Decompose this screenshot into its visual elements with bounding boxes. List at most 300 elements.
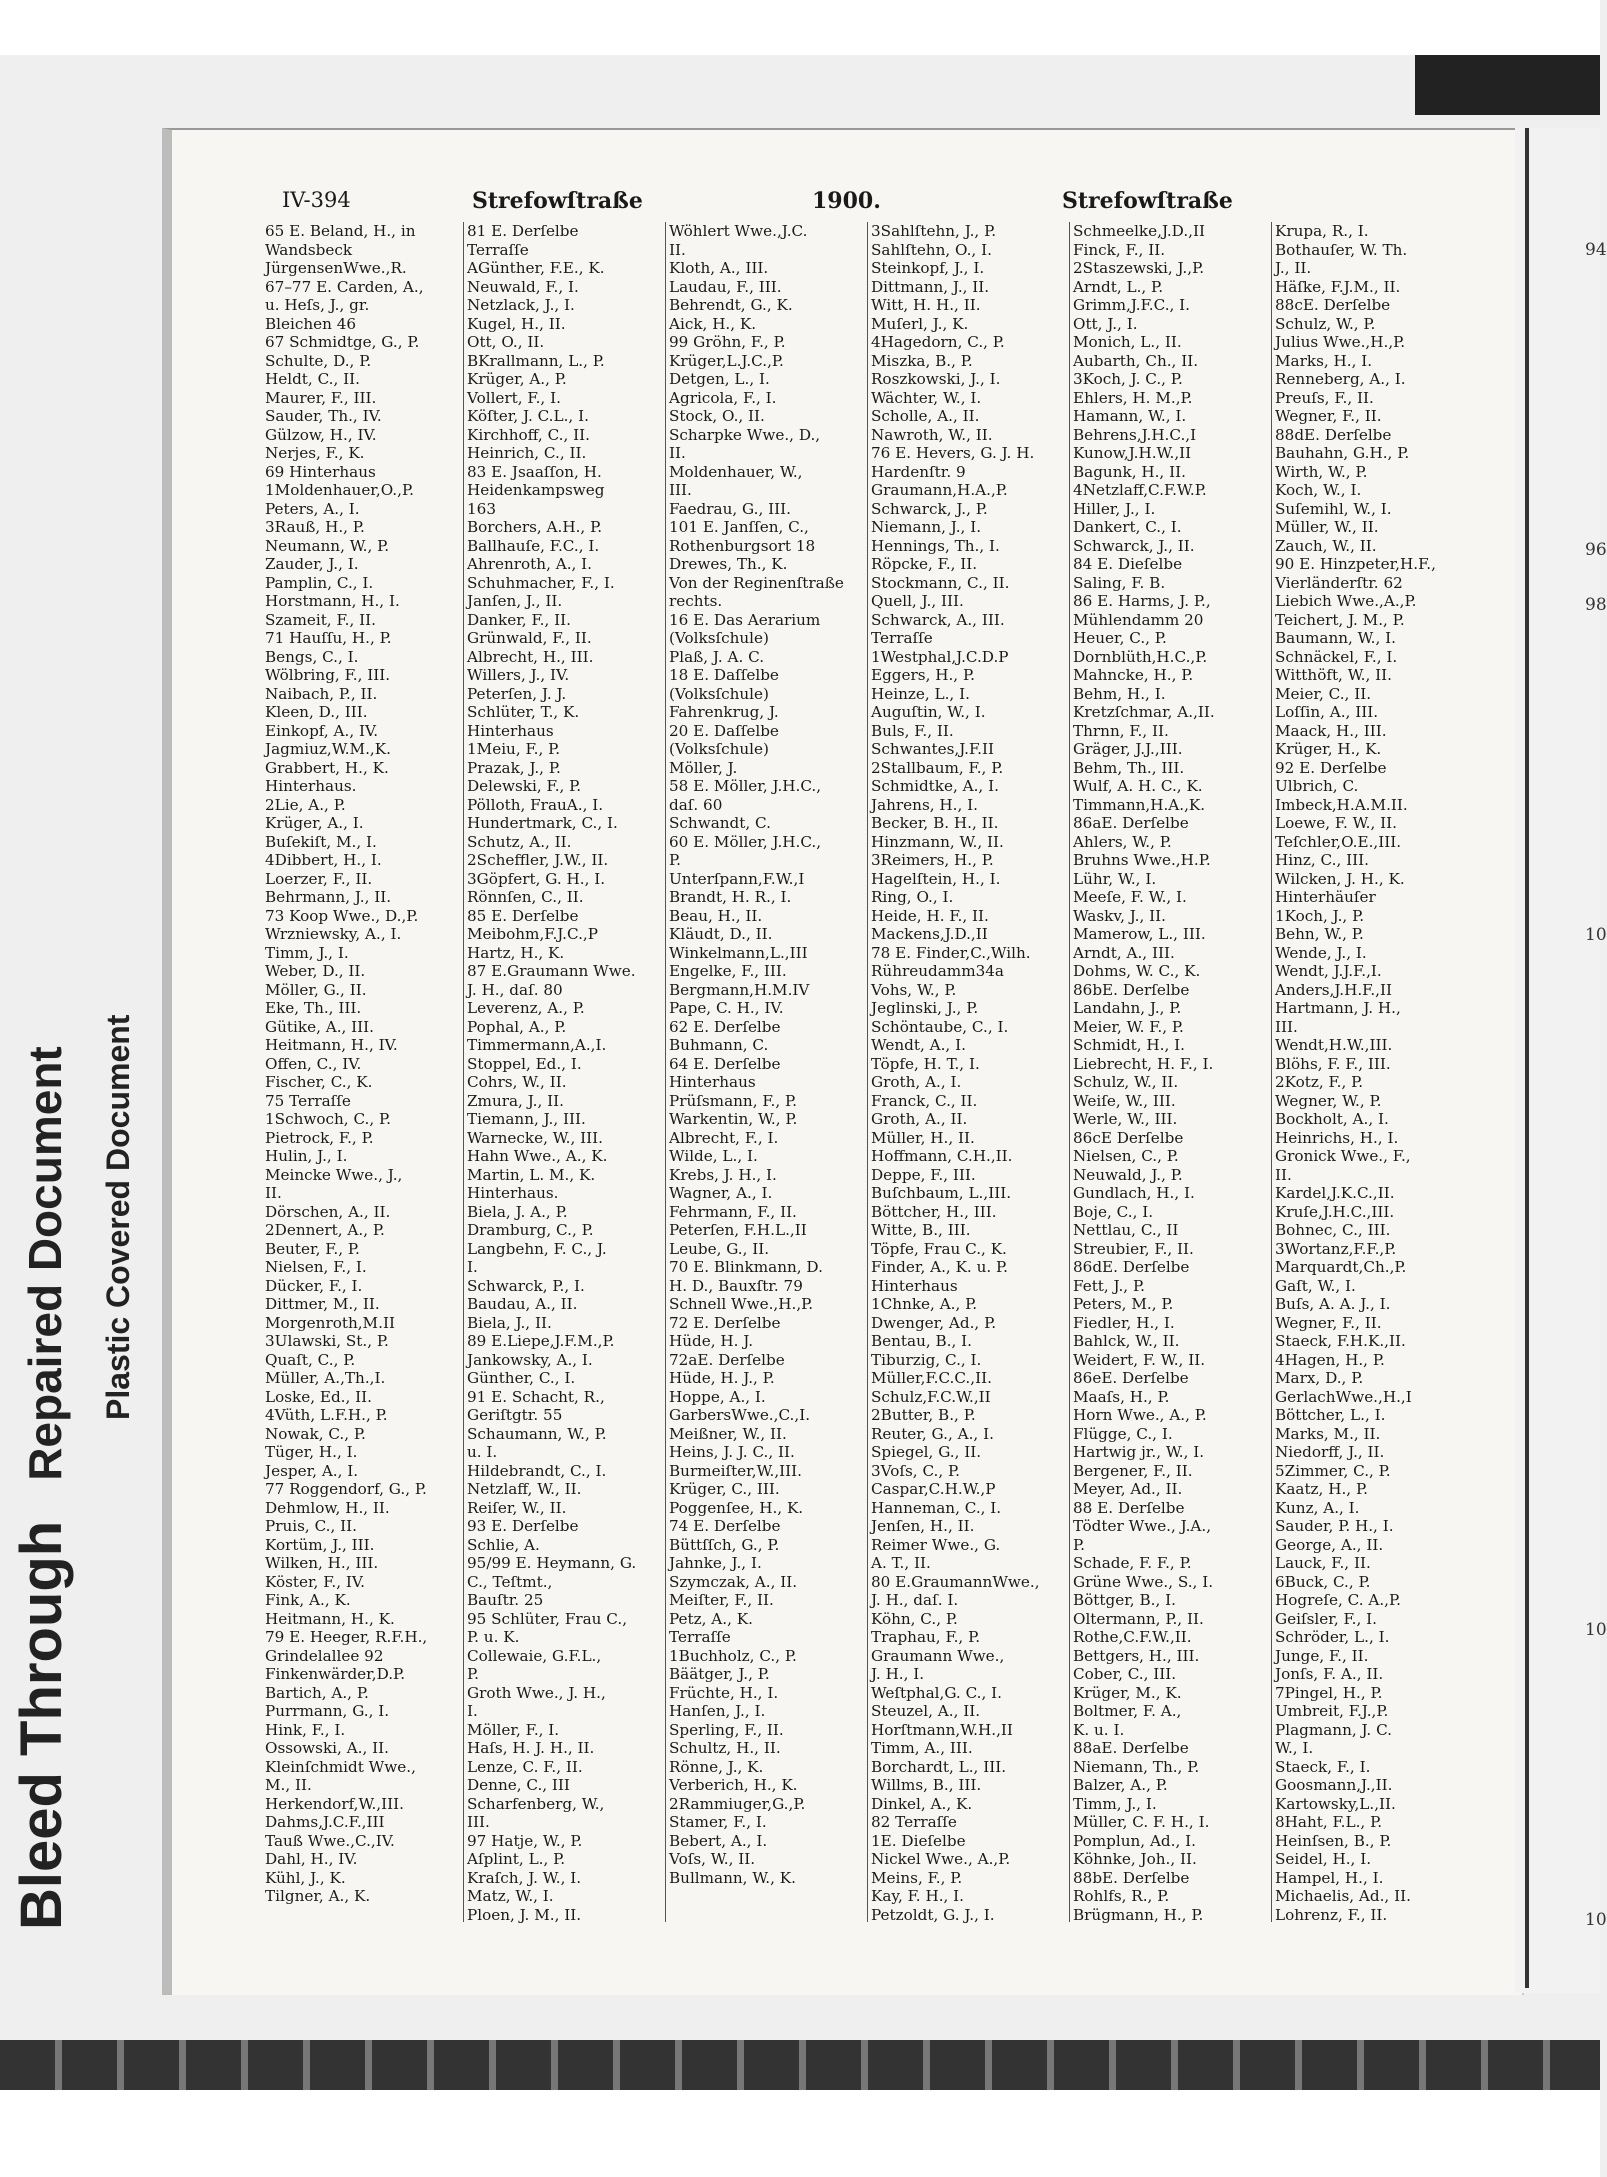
directory-entry: Dahms,J.C.F.,III [265,1813,385,1831]
directory-entry: Niemann, Th., P. [1073,1757,1200,1776]
directory-entry: Sperling, F., II. [669,1720,784,1739]
directory-entry: Reimer Wwe., G. [871,1535,1001,1554]
directory-entry: 1Schwoch, C., P. [265,1110,391,1128]
directory-entry: Timmermann,A.,I. [467,1036,607,1054]
directory-entry: Rothenburgsort 18 [669,536,816,555]
directory-entry: Stamer, F., I. [669,1813,767,1831]
column-rule [867,222,868,1922]
directory-entry: Grabbert, H., K. [265,758,389,777]
directory-entry: Oltermann, P., II. [1073,1609,1204,1628]
directory-entry: Kunow,J.H.W.,II [1073,444,1192,462]
directory-entry: Zmura, J., II. [467,1091,564,1110]
directory-entry: Töpfe, H. T., I. [871,1054,980,1073]
directory-entry: Albrecht, F., I. [669,1128,779,1147]
directory-entry: Köhn, C., P. [871,1609,958,1628]
directory-entry: Schlie, A. [467,1535,540,1554]
directory-entry: Nielsen, F., I. [265,1258,367,1276]
directory-entry: Mühlendamm 20 [1073,610,1204,629]
directory-entry: Werle, W., III. [1073,1110,1178,1128]
directory-entry: Buhmann, C. [669,1036,769,1054]
column-rule [1069,222,1070,1922]
directory-entry: III. [467,1813,490,1831]
directory-entry: 73 Koop Wwe., D.,P. [265,906,419,925]
directory-entry: Jahrens, H., I. [871,795,978,814]
directory-entry: 88bE. Derſelbe [1073,1868,1190,1887]
directory-entry: J. H., daſ. 80 [467,980,563,999]
directory-entry: Grünwald, F., II. [467,629,592,647]
directory-entry: Geriſtgtr. 55 [467,1406,563,1424]
directory-entry: Fahrenkrug, J. [669,703,779,721]
directory-entry: Kugel, H., II. [467,314,566,333]
directory-entry: Pruis, C., II. [265,1517,357,1535]
directory-entry: Pamplin, C., I. [265,573,374,592]
directory-entry: Dramburg, C., P. [467,1221,594,1239]
directory-entry: Baudau, A., II. [467,1295,578,1313]
directory-entry: 76 E. Hevers, G. J. H. [871,444,1035,462]
directory-entry: Nielsen, C., P. [1073,1147,1179,1165]
directory-entry: Verberich, H., K. [669,1776,798,1794]
directory-entry: Timm, J., I. [265,943,349,962]
directory-entry: 5Zimmer, C., P. [1275,1461,1391,1480]
directory-entry: Becker, B. H., II. [871,814,999,832]
directory-entry: 84 E. Dieſelbe [1073,555,1183,573]
directory-entry: Wöhlert Wwe.,J.C. [669,222,808,240]
directory-entry: Scholle, A., II. [871,407,980,425]
directory-entry: 2Scheffler, J.W., II. [467,851,609,869]
directory-entry: Behrendt, G., K. [669,296,793,314]
directory-entry: Danker, F., II. [467,610,571,629]
directory-entry: Drewes, Th., K. [669,555,788,573]
directory-entry: I. [467,1702,478,1720]
directory-entry: 2Lie, A., P. [265,795,346,814]
directory-entry: Wulf, A. H. C., K. [1073,777,1203,795]
directory-entry: Dankert, C., I. [1073,518,1182,536]
directory-entry: Lauck, F., II. [1275,1554,1371,1572]
directory-entry: 95 Schlüter, Frau C., [467,1609,628,1628]
directory-entry: 60 E. Möller, J.H.C., [669,832,822,851]
directory-entry: 1Westphal,J.C.D.P [871,647,1009,666]
directory-entry: 99 Gröhn, F., P. [669,333,786,351]
directory-entry: Netzlack, J., I. [467,296,575,314]
directory-entry: Kühl, J., K. [265,1868,346,1887]
directory-entry: 85 E. Derſelbe [467,906,579,925]
directory-entry: Marks, H., I. [1275,351,1373,370]
directory-entry: Jagmiuz,W.M.,K. [265,740,391,758]
scan-bottom-margin [0,2090,1600,2177]
directory-entry: Hampel, H., I. [1275,1868,1384,1887]
directory-entry: Nowak, C., P. [265,1424,366,1443]
directory-entry: Hüde, H. J. [669,1332,754,1350]
directory-entry: Sahlſtehn, O., I. [871,240,992,259]
directory-entry: Möller, F., I. [467,1720,560,1739]
directory-entry: Fischer, C., K. [265,1073,373,1091]
directory-column [467,222,665,1924]
directory-entry: Dücker, F., I. [265,1276,363,1295]
directory-entry: Heins, J. J. C., II. [669,1443,795,1461]
directory-entry: 65 E. Beland, H., in [265,222,416,240]
directory-entry: Biela, J. A., P. [467,1202,568,1221]
directory-entry: 7Pingel, H., P. [1275,1683,1383,1702]
directory-entry: Grimm,J.F.C., I. [1073,296,1191,314]
directory-entry: (Volksſchule) [669,740,769,758]
directory-entry: Renneberg, A., I. [1275,370,1406,388]
directory-entry: Tilgner, A., K. [265,1887,371,1905]
directory-entry: 88aE. Derſelbe [1073,1739,1189,1757]
directory-entry: Netzlaff, W., II. [467,1480,582,1498]
directory-entry: Zauch, W., II. [1275,536,1377,555]
directory-entry: Steinkopf, J., I. [871,259,985,277]
directory-entry: Janſen, J., II. [467,592,563,610]
directory-entry: Thrnn, F., II. [1073,721,1169,740]
directory-entry: Schwarck, J., P. [871,499,988,518]
directory-entry: Böttger, B., I. [1073,1591,1176,1609]
directory-entry: Miszka, B., P. [871,351,973,370]
directory-entry: Kaatz, H., P. [1275,1480,1368,1498]
directory-entry: Auguſtin, W., I. [871,703,986,721]
directory-entry: Boje, C., I. [1073,1202,1154,1221]
directory-entry: Willms, B., III. [871,1776,982,1794]
directory-entry: 20 E. Daſſelbe [669,721,779,740]
directory-entry: Müller, C. F. H., I. [1073,1813,1210,1831]
directory-entry: Faedrau, G., III. [669,499,791,518]
directory-entry: (Volksſchule) [669,629,769,647]
directory-entry: Wrzniewsky, A., I. [265,925,402,943]
directory-entry: Böttcher, L., I. [1275,1406,1386,1424]
directory-entry: 93 E. Derſelbe [467,1517,579,1535]
directory-entry: Schwantes,J.F.II [871,740,994,758]
directory-entry: AGünther, F.E., K. [467,259,605,277]
directory-entry: Hartz, H., K. [467,943,565,962]
directory-entry: Grüne Wwe., S., I. [1073,1572,1214,1591]
directory-entry: Häſke, F.J.M., II. [1275,277,1401,296]
directory-entry: Timm, A., III. [871,1739,973,1757]
directory-entry: Waskv, J., II. [1073,906,1166,925]
directory-entry: Quaſt, C., P. [265,1350,356,1369]
page-gutter-edge [1525,128,1529,1988]
scan-black-tab [1415,55,1600,115]
directory-entry: Jesper, A., I. [265,1461,359,1480]
directory-entry: Heinrichs, H., I. [1275,1128,1399,1147]
directory-entry: 3Göpfert, G. H., I. [467,869,606,888]
directory-entry: P. [669,851,681,869]
directory-entry: 3Ulawski, St., P. [265,1332,389,1350]
directory-entry: Von der Reginenſtraße [669,573,844,592]
directory-entry: Heitmann, H., IV. [265,1036,398,1054]
directory-entry: J. H., daſ. I. [871,1591,959,1609]
directory-entry: Lenze, C. F., II. [467,1757,583,1776]
directory-entry: 77 Roggendorf, G., P. [265,1480,427,1498]
directory-entry: Pomplun, Ad., I. [1073,1831,1196,1850]
directory-entry: Laudau, F., III. [669,277,782,296]
directory-entry: I. [467,1258,478,1276]
directory-entry: Bockholt, A., I. [1275,1110,1389,1128]
overlay-plastic-covered: Plastic Covered Document [100,1014,136,1420]
directory-entry: Teſchler,O.E.,III. [1275,832,1402,851]
directory-entry: Wilde, L., I. [669,1147,758,1165]
directory-entry: Martin, L. M., K. [467,1165,596,1184]
directory-entry: Borchers, A.H., P. [467,518,603,536]
directory-entry: Wegner, F., II. [1275,407,1382,425]
directory-entry: Hinterhaus [871,1276,958,1295]
directory-entry: Ploen, J. M., II. [467,1905,582,1924]
directory-entry: Dornblüth,H.C.,P. [1073,647,1208,666]
directory-entry: Neumann, W., P. [265,536,390,555]
directory-entry: Hanneman, C., I. [871,1498,1002,1517]
directory-entry: Terraſſe [467,240,529,259]
directory-entry: Wendt, A., I. [871,1036,966,1054]
directory-entry: II. [1275,1165,1292,1184]
directory-entry: Offen, C., IV. [265,1054,362,1073]
directory-entry: 2Kotz, F., P. [1275,1073,1364,1091]
directory-entry: Junge, F., II. [1275,1646,1369,1665]
directory-entry: Töpfe, Frau C., K. [871,1239,1007,1258]
directory-entry: Witthöft, W., II. [1275,666,1392,684]
directory-entry: Hundertmark, C., I. [467,814,618,832]
directory-entry: Pietrock, F., P. [265,1128,374,1147]
directory-entry: Mackens,J.D.,II [871,925,988,943]
directory-entry: Heide, H. F., II. [871,906,989,925]
directory-entry: Warkentin, W., P. [669,1110,798,1128]
directory-entry: Horn Wwe., A., P. [1073,1406,1207,1424]
directory-entry: 1E. Dieſelbe [871,1831,966,1850]
directory-entry: Maack, H., III. [1275,721,1387,740]
directory-entry: 74 E. Derſelbe [669,1517,781,1535]
directory-entry: Groth Wwe., J. H., [467,1683,606,1702]
directory-entry: Meier, W. F., P. [1073,1017,1184,1036]
directory-entry: Behrens,J.H.C.,I [1073,425,1197,444]
directory-entry: Bullmann, W., K. [669,1868,796,1887]
directory-entry: Niedorff, J., II. [1275,1443,1385,1461]
directory-entry: Krüger,L.J.C.,P. [669,351,784,370]
directory-entry: Plagmann, J. C. [1275,1720,1392,1739]
directory-column [1073,222,1271,1924]
directory-entry: Voſs, W., II. [669,1850,756,1868]
directory-entry: u. I. [467,1443,498,1461]
directory-entry: 83 E. Jsaaſſon, H. [467,462,602,481]
directory-columns [265,222,1500,1922]
directory-entry: Jenſen, H., II. [871,1517,975,1535]
directory-entry: GerlachWwe.,H.,I [1275,1387,1412,1406]
directory-entry: Wegner, W., P. [1275,1091,1382,1110]
directory-entry: Naibach, P., II. [265,684,378,703]
directory-entry: Marx, D., P. [1275,1369,1364,1387]
directory-entry: Warnecke, W., III. [467,1128,603,1147]
directory-entry: 4Vüth, L.F.H., P. [265,1406,388,1424]
directory-entry: Kay, F. H., I. [871,1887,964,1905]
directory-entry: Marquardt,Ch.,P. [1275,1258,1407,1276]
directory-entry: Hardenſtr. 9 [871,462,966,481]
directory-entry: Umbreit, F.J.,P. [1275,1702,1389,1720]
directory-entry: Bauſtr. 25 [467,1591,544,1609]
directory-entry: Maurer, F., III. [265,388,377,407]
directory-entry: Behm, H., I. [1073,684,1166,703]
directory-entry: II. [669,240,686,259]
column-rule [665,222,666,1922]
directory-entry: Rohlfs, R., P. [1073,1887,1170,1905]
directory-entry: Krüger, A., P. [467,370,567,388]
directory-entry: Brandt, H. R., I. [669,888,792,906]
directory-entry: Rühreudamm34a [871,962,1004,980]
directory-entry: Traphau, F., P. [871,1628,981,1646]
directory-entry: Hartwig jr., W., I. [1073,1443,1205,1461]
directory-entry: Hahn Wwe., A., K. [467,1147,608,1165]
directory-entry: Köster, F., IV. [265,1572,366,1591]
directory-entry: Nerjes, F., K. [265,444,365,462]
directory-entry: 4Hagen, H., P. [1275,1350,1385,1369]
directory-entry: Dwenger, Ad., P. [871,1313,997,1332]
directory-entry: Jeglinski, J., P. [871,999,979,1017]
directory-entry: 86eE. Derſelbe [1073,1369,1189,1387]
directory-entry: Schulz, W., II. [1073,1073,1179,1091]
directory-entry: A. T., II. [871,1554,931,1572]
directory-entry: Pophal, A., P. [467,1017,567,1036]
directory-entry: Bohnec, C., III. [1275,1221,1391,1239]
directory-entry: Dittmann, J., II. [871,277,990,296]
directory-entry: 88dE. Derſelbe [1275,425,1392,444]
page-number: IV-394 [282,188,351,212]
directory-entry: Imbeck,H.A.M.II. [1275,795,1408,814]
overlay-repaired-document: Repaired Document [19,1046,71,1481]
directory-entry: Früchte, H., I. [669,1683,779,1702]
directory-entry: Hagelſtein, H., I. [871,869,1001,888]
column-rule [463,222,464,1922]
directory-entry: Hildebrandt, C., I. [467,1461,607,1480]
directory-entry: Bäätger, J., P. [669,1665,770,1683]
directory-entry: 79 E. Heeger, R.F.H., [265,1628,428,1646]
directory-entry: Ulbrich, C. [1275,777,1359,795]
directory-entry: Bleichen 46 [265,314,357,333]
directory-entry: 89 E.Liepe,J.F.M.,P. [467,1332,615,1350]
directory-entry: Kirchhoff, C., II. [467,425,590,444]
directory-entry: Scharfenberg, W., [467,1794,605,1813]
directory-entry: Wagner, A., I. [669,1184,773,1202]
directory-entry: 1Chnke, A., P. [871,1295,978,1313]
directory-entry: Hiller, J., I. [1073,499,1156,518]
directory-entry: Neuwald, F., I. [467,277,579,296]
directory-entry: Hüde, H. J., P. [669,1369,775,1387]
directory-entry: Cohrs, W., II. [467,1073,567,1091]
directory-entry: 3Voſs, C., P. [871,1461,960,1480]
directory-entry: Rönnſen, C., II. [467,888,584,906]
directory-entry: Flügge, C., I. [1073,1424,1173,1443]
directory-entry: Balzer, A., P. [1073,1776,1168,1794]
directory-entry: Ahlers, W., P. [1073,832,1172,851]
directory-entry: 72 E. Derſelbe [669,1313,781,1332]
directory-entry: Baumann, W., I. [1275,629,1396,647]
directory-entry: Gronick Wwe., F., [1275,1147,1411,1165]
street-name-left: Strefowſtraße [472,188,643,214]
directory-entry: Tödter Wwe., J.A., [1073,1517,1212,1535]
directory-entry: Peterſen, F.H.L.,II [669,1221,807,1239]
directory-entry: Bartich, A., P. [265,1683,369,1702]
directory-entry: Schuhmacher, F., I. [467,573,615,592]
directory-entry: Roszkowski, J., I. [871,370,1001,388]
scan-top-margin [0,0,1600,55]
directory-entry: Kleinſchmidt Wwe., [265,1757,416,1776]
directory-entry: 72aE. Derſelbe [669,1350,785,1369]
directory-entry: Buſchbaum, L.,III. [871,1184,1012,1202]
overlay-line-1 [8,1046,75,1930]
directory-entry: 80 E.GraumannWwe., [871,1572,1040,1591]
directory-entry: Meiſter, F., II. [669,1591,774,1609]
directory-entry: Fehrmann, F., II. [669,1202,797,1221]
directory-entry: Staeck, F., I. [1275,1757,1371,1776]
directory-entry: Heinze, L., I. [871,684,970,703]
directory-entry: 78 E. Finder,C.,Wilh. [871,943,1031,962]
directory-entry: Franck, C., II. [871,1091,978,1110]
directory-entry: Rönne, J., K. [669,1757,764,1776]
street-name-right: Strefowſtraße [1062,188,1233,214]
directory-entry: III. [1275,1017,1298,1036]
directory-entry: Hinterhaus. [467,1184,559,1202]
directory-entry: Möller, G., II. [265,980,367,999]
directory-entry: Jankowsky, A., I. [467,1350,593,1369]
directory-entry: Peters, M., P. [1073,1295,1174,1313]
edge-number: 94 [1585,240,1607,260]
directory-entry: 97 Hatje, W., P. [467,1831,583,1850]
directory-entry: Winkelmann,L.,III [669,943,808,962]
directory-entry: 69 Hinterhaus [265,462,376,481]
directory-entry: Schröder, L., I. [1275,1628,1390,1646]
directory-entry: Schulte, D., P. [265,351,372,370]
directory-entry: Schmidt, H., I. [1073,1036,1185,1054]
directory-entry: Borchardt, L., III. [871,1757,1007,1776]
directory-entry: Leverenz, A., P. [467,999,585,1017]
directory-entry: Tiemann, J., III. [467,1110,586,1128]
directory-entry: Bettgers, H., III. [1073,1646,1200,1665]
directory-entry: Preuſs, F., II. [1275,388,1374,407]
directory-entry: Boltmer, F. A., [1073,1702,1182,1720]
directory-entry: Liebrecht, H. F., I. [1073,1054,1214,1073]
directory-entry: Bentau, B., I. [871,1332,972,1350]
directory-entry: Dinkel, A., K. [871,1794,973,1813]
directory-entry: Nickel Wwe., A.,P. [871,1850,1011,1868]
directory-entry: Heldt, C., II. [265,370,360,388]
directory-entry: Köſter, J. C.L., I. [467,407,589,425]
directory-entry: BKrallmann, L., P. [467,351,605,370]
directory-entry: Heidenkampsweg [467,481,605,499]
directory-entry: Steuzel, A., II. [871,1702,981,1720]
directory-entry: Gütike, A., III. [265,1017,374,1036]
directory-entry: 2Dennert, A., P. [265,1221,385,1239]
directory-entry: 87 E.Graumann Wwe. [467,962,636,980]
directory-entry: Wölbring, F., III. [265,666,391,684]
directory-entry: Kortüm, J., III. [265,1535,375,1554]
directory-entry: Mahncke, H., P. [1073,666,1194,684]
directory-column [669,222,867,1887]
directory-entry: Bruhns Wwe.,H.P. [1073,851,1211,869]
directory-entry: Aick, H., K. [669,314,757,333]
directory-entry: Ring, O., I. [871,888,954,906]
directory-entry: 86dE. Derſelbe [1073,1258,1190,1276]
directory-entry: 90 E. Hinzpeter,H.F., [1275,555,1436,573]
directory-entry: Goosmann,J.,II. [1275,1776,1393,1794]
directory-entry: Schwarck, P., I. [467,1276,585,1295]
directory-entry: Moldenhauer, W., [669,462,803,481]
directory-entry: Behrmann, J., II. [265,888,392,906]
page-header [282,188,1242,218]
directory-entry: Schwarck, J., II. [1073,536,1195,555]
directory-entry: Bebert, A., I. [669,1831,768,1850]
directory-entry: Eggers, H., P. [871,666,975,684]
directory-entry: M., II. [265,1776,312,1794]
directory-entry: Gülzow, H., IV. [265,425,377,444]
directory-entry: 81 E. Derſelbe [467,222,579,240]
directory-entry: Streubier, F., II. [1073,1239,1194,1258]
directory-entry: 3Reimers, H., P. [871,851,994,869]
directory-entry: Wandsbeck [265,240,353,259]
directory-entry: Lohrenz, F., II. [1275,1905,1388,1924]
